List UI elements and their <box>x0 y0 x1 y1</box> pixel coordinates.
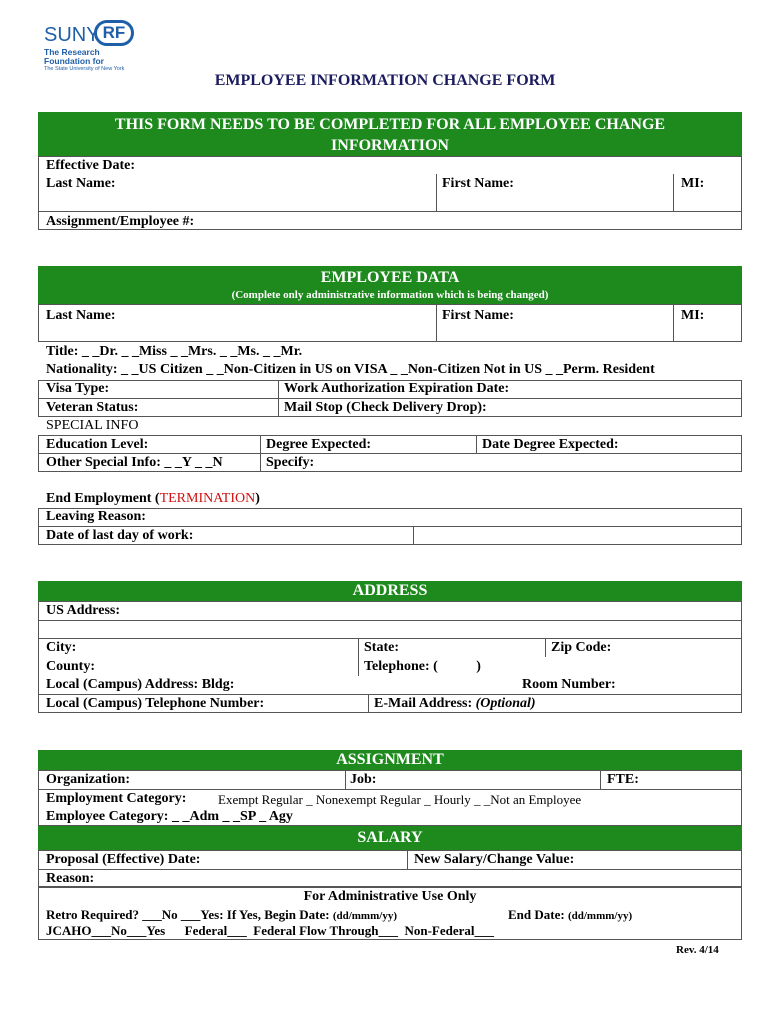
salary-header: SALARY <box>38 826 742 850</box>
first-name-field[interactable]: First Name: <box>442 176 514 191</box>
email-field[interactable]: E-Mail Address: (Optional) <box>374 696 536 711</box>
fte-field[interactable]: FTE: <box>607 772 639 787</box>
logo-subtitle: The Research Foundation for <box>44 47 104 66</box>
ed-last-name-field[interactable]: Last Name: <box>46 308 116 323</box>
nationality-options[interactable]: Nationality: _ _US Citizen _ _Non-Citizen in US on VISA _ _Non-Citizen Not in US _ _Perm. Resident <box>46 362 655 377</box>
employee-data-header: EMPLOYEE DATA (Complete only administrative information which is being changed) <box>38 266 742 304</box>
form-title: EMPLOYEE INFORMATION CHANGE FORM <box>214 72 556 89</box>
state-field[interactable]: State: <box>364 640 399 655</box>
divider <box>38 453 742 454</box>
suny-rf-logo <box>44 18 144 76</box>
logo-rf-mark: RF <box>94 20 134 46</box>
new-salary-field[interactable]: New Salary/Change Value: <box>414 852 575 867</box>
veteran-status-field[interactable]: Veteran Status: <box>46 400 139 415</box>
banner: THIS FORM NEEDS TO BE COMPLETED FOR ALL EMPLOYEE CHANGE INFORMATION <box>38 112 742 156</box>
assignment-header: ASSIGNMENT <box>38 750 742 770</box>
date-degree-field[interactable]: Date Degree Expected: <box>482 437 619 452</box>
effective-date-field[interactable]: Effective Date: <box>46 158 136 173</box>
divider <box>407 850 408 869</box>
proposal-date-field[interactable]: Proposal (Effective) Date: <box>46 852 201 867</box>
mi-field[interactable]: MI: <box>681 176 705 191</box>
local-bldg-field[interactable]: Local (Campus) Address: Bldg: <box>46 677 235 692</box>
specify-field[interactable]: Specify: <box>266 455 315 470</box>
mail-stop-field[interactable]: Mail Stop (Check Delivery Drop): <box>284 400 487 415</box>
jcaho-federal-field[interactable]: JCAHO___No___Yes Federal___ Federal Flow Through___ Non-Federal___ <box>46 923 494 938</box>
education-level-field[interactable]: Education Level: <box>46 437 149 452</box>
end-date-field[interactable]: End Date: (dd/mmm/yy) <box>508 907 633 922</box>
visa-type-field[interactable]: Visa Type: <box>46 381 110 396</box>
local-phone-field[interactable]: Local (Campus) Telephone Number: <box>46 696 265 711</box>
ed-mi-field[interactable]: MI: <box>681 308 705 323</box>
title-options[interactable]: Title: _ _Dr. _ _Miss _ _Mrs. _ _Ms. _ _Mr. <box>46 344 303 359</box>
divider <box>38 620 742 621</box>
logo-caption: The State University of New York <box>44 66 125 72</box>
employee-name-box <box>38 304 742 342</box>
special-info-heading: SPECIAL INFO <box>46 418 139 433</box>
divider <box>38 638 742 639</box>
employee-category-options[interactable]: Employee Category: _ _Adm _ _SP _ Agy <box>46 809 293 824</box>
organization-field[interactable]: Organization: <box>46 772 130 787</box>
logo-wordmark: SUNY <box>44 24 100 46</box>
divider <box>38 211 742 212</box>
divider <box>545 638 546 657</box>
divider <box>38 694 742 695</box>
divider <box>600 770 601 789</box>
room-number-field[interactable]: Room Number: <box>522 677 616 692</box>
employment-category-label: Employment Category: <box>46 791 187 806</box>
divider <box>673 174 674 211</box>
divider <box>345 770 346 789</box>
divider <box>260 435 261 472</box>
county-field[interactable]: County: <box>46 659 96 674</box>
divider <box>368 694 369 713</box>
divider <box>38 526 742 527</box>
last-name-field[interactable]: Last Name: <box>46 176 116 191</box>
divider <box>673 304 674 342</box>
work-auth-field[interactable]: Work Authorization Expiration Date: <box>284 381 510 396</box>
reason-field[interactable]: Reason: <box>46 871 95 886</box>
job-field[interactable]: Job: <box>350 772 377 787</box>
retro-required-field[interactable]: Retro Required? ___No ___Yes: If Yes, Begin Date: (dd/mmm/yy) <box>46 907 397 922</box>
divider <box>278 380 279 417</box>
other-special-field[interactable]: Other Special Info: _ _Y _ _N <box>46 455 223 470</box>
us-address-field[interactable]: US Address: <box>46 603 121 618</box>
divider <box>413 526 414 545</box>
zip-field[interactable]: Zip Code: <box>551 640 612 655</box>
divider <box>358 638 359 676</box>
city-field[interactable]: City: <box>46 640 77 655</box>
divider <box>38 789 742 790</box>
telephone-field[interactable]: Telephone: ( ) <box>364 659 481 674</box>
end-employment-heading: End Employment (TERMINATION) <box>46 491 260 506</box>
degree-expected-field[interactable]: Degree Expected: <box>266 437 372 452</box>
divider <box>436 174 437 211</box>
leaving-reason-field[interactable]: Leaving Reason: <box>46 509 146 524</box>
ed-first-name-field[interactable]: First Name: <box>442 308 514 323</box>
address-header: ADDRESS <box>38 581 742 601</box>
divider <box>476 435 477 453</box>
employment-category-options[interactable]: Exempt Regular _ Nonexempt Regular _ Hourly _ _Not an Employee <box>218 792 582 807</box>
last-day-field[interactable]: Date of last day of work: <box>46 528 194 543</box>
divider <box>38 869 742 870</box>
revision-label: Rev. 4/14 <box>676 944 719 956</box>
divider <box>436 304 437 342</box>
divider <box>38 398 742 399</box>
assignment-employee-field[interactable]: Assignment/Employee #: <box>46 214 195 229</box>
admin-heading: For Administrative Use Only <box>303 889 477 904</box>
